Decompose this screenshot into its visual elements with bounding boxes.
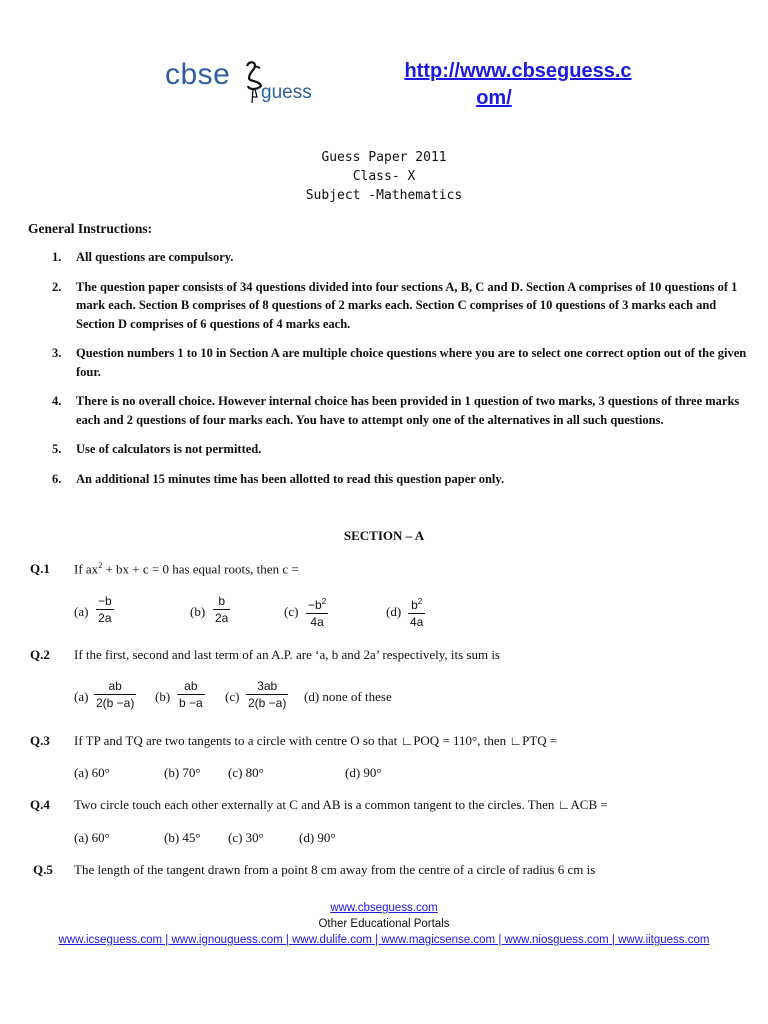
option-label: (d) 90° <box>299 830 336 845</box>
instruction-item <box>30 470 750 489</box>
instruction-number: 3. <box>52 346 62 360</box>
logo-text-cbse: cbse <box>165 58 231 91</box>
fraction: $\frac{ab}{2(b -a)}$ <box>96 679 135 710</box>
cbseguess-logo[interactable] <box>165 58 325 113</box>
instruction-item <box>30 344 750 381</box>
option-label: (a) <box>74 604 89 619</box>
instruction-text: There is no overall choice. However internal choice has been provided in 1 question of two marks, 3 questions of three marks each and 2 questions of four marks each. You have to attempt only one of the alternatives in all such questions. <box>76 394 740 427</box>
header-url-line-1: http://www.cbseguess.c <box>404 60 632 82</box>
option-label: (c) 80° <box>228 765 264 780</box>
paper-subject: Subject -Mathematics <box>305 188 463 203</box>
fraction: $\frac{b^2}{4a}$ <box>408 594 425 630</box>
separator: | <box>495 934 505 946</box>
logo-text-guess: guess <box>261 82 312 103</box>
header-url-link[interactable] <box>380 58 670 112</box>
instruction-text: Question numbers 1 to 10 in Section A are multiple choice questions where you are to select one correct option out of the given four. <box>76 346 747 379</box>
question-number: Q.4 <box>30 797 50 812</box>
fraction: $\frac{b}{2a}$ <box>215 594 229 625</box>
fraction: $\frac{-b}{2a}$ <box>98 594 112 625</box>
footer-site-text: www.cbseguess.com <box>330 902 438 914</box>
separator: | <box>371 934 382 946</box>
option-label: (a) <box>74 689 89 704</box>
instruction-text: Use of calculators is not permitted. <box>76 442 262 456</box>
header-url-line-2: om/ <box>476 87 512 109</box>
question-number: Q.3 <box>30 733 50 748</box>
option-label: (b) <box>155 689 171 704</box>
option-label: (c) <box>284 604 299 619</box>
instruction-number: 1. <box>52 250 62 264</box>
instruction-number: 6. <box>52 471 62 486</box>
paper-title: Guess Paper 2011 <box>321 150 447 165</box>
option-label: (b) <box>190 604 206 619</box>
instruction-item <box>30 248 750 267</box>
question-number: Q.1 <box>30 561 50 576</box>
instruction-text: The question paper consists of 34 questions divided into four sections A, B, C and D. Section A comprises of 10 questions of 1 mark each. Section B comprises of 8 questions of 2 marks each. Section C comprises of 10 questions of 3 marks each and Section D comprises of 6 questions of 4 marks each. <box>76 279 738 331</box>
portal-link[interactable]: www.icseguess.com <box>58 934 163 946</box>
question-text: The length of the tangent drawn from a point 8 cm away from the centre of a circle of radius 6 cm is <box>74 862 596 877</box>
instruction-item <box>30 392 750 429</box>
fraction: $\frac{ab}{b -a}$ <box>179 679 203 710</box>
option-label: (d) <box>386 604 402 619</box>
separator: | <box>282 934 293 946</box>
portal-link[interactable]: www.iitguess.com <box>618 934 710 946</box>
option-label: (b) 70° <box>164 765 201 780</box>
separator: | <box>608 934 619 946</box>
option-label: (c) <box>225 689 240 704</box>
portal-link[interactable]: www.niosguess.com <box>504 934 609 946</box>
option-label: (c) 30° <box>228 830 264 845</box>
instruction-number: 4. <box>52 394 62 408</box>
general-instructions-heading: General Instructions: <box>28 221 153 236</box>
section-a-heading: SECTION – A <box>343 528 425 543</box>
footer-site-link[interactable] <box>0 902 768 914</box>
footer-portals-links <box>0 934 768 946</box>
separator: | <box>162 934 172 946</box>
question-text: If TP and TQ are two tangents to a circle with centre O so that ∟POQ = 110°, then ∟PTQ = <box>74 733 558 748</box>
question-number: Q.5 <box>33 862 53 877</box>
question-number: Q.2 <box>30 647 50 662</box>
option-label: (a) 60° <box>74 830 110 845</box>
question-text: If $ax^2$ + bx + c = 0 has equal roots, then c = <box>74 561 299 577</box>
instruction-text: An additional 15 minutes time has been allotted to read this question paper only. <box>76 471 505 486</box>
footer-portals-label: Other Educational Portals <box>318 918 450 930</box>
instruction-number: 5. <box>52 442 62 456</box>
option-label: (b) 45° <box>164 830 201 845</box>
instruction-number: 2. <box>52 279 62 294</box>
question-text: If the first, second and last term of an A.P. are ‘a, b and 2a’ respectively, its sum is <box>74 647 500 662</box>
instruction-item <box>30 278 750 334</box>
instructions-list <box>30 248 750 499</box>
option-label: (d) 90° <box>345 765 382 780</box>
portal-link[interactable]: www.dulife.com <box>292 934 372 946</box>
option-label: (a) 60° <box>74 765 110 780</box>
instruction-text: All questions are compulsory. <box>76 250 234 264</box>
instruction-item <box>30 440 750 459</box>
portal-link[interactable]: www.ignouguess.com <box>171 934 283 946</box>
fraction: $\frac{-b^2}{4a}$ <box>306 594 328 630</box>
portal-link[interactable]: www.magicsense.com <box>381 934 496 946</box>
paper-class: Class- X <box>352 169 416 184</box>
fraction: $\frac{3ab}{2(b -a)}$ <box>248 679 287 710</box>
question-text: Two circle touch each other externally at C and AB is a common tangent to the circles. Then ∟ACB = <box>74 797 608 812</box>
option-label: (d) none of these <box>304 689 392 704</box>
